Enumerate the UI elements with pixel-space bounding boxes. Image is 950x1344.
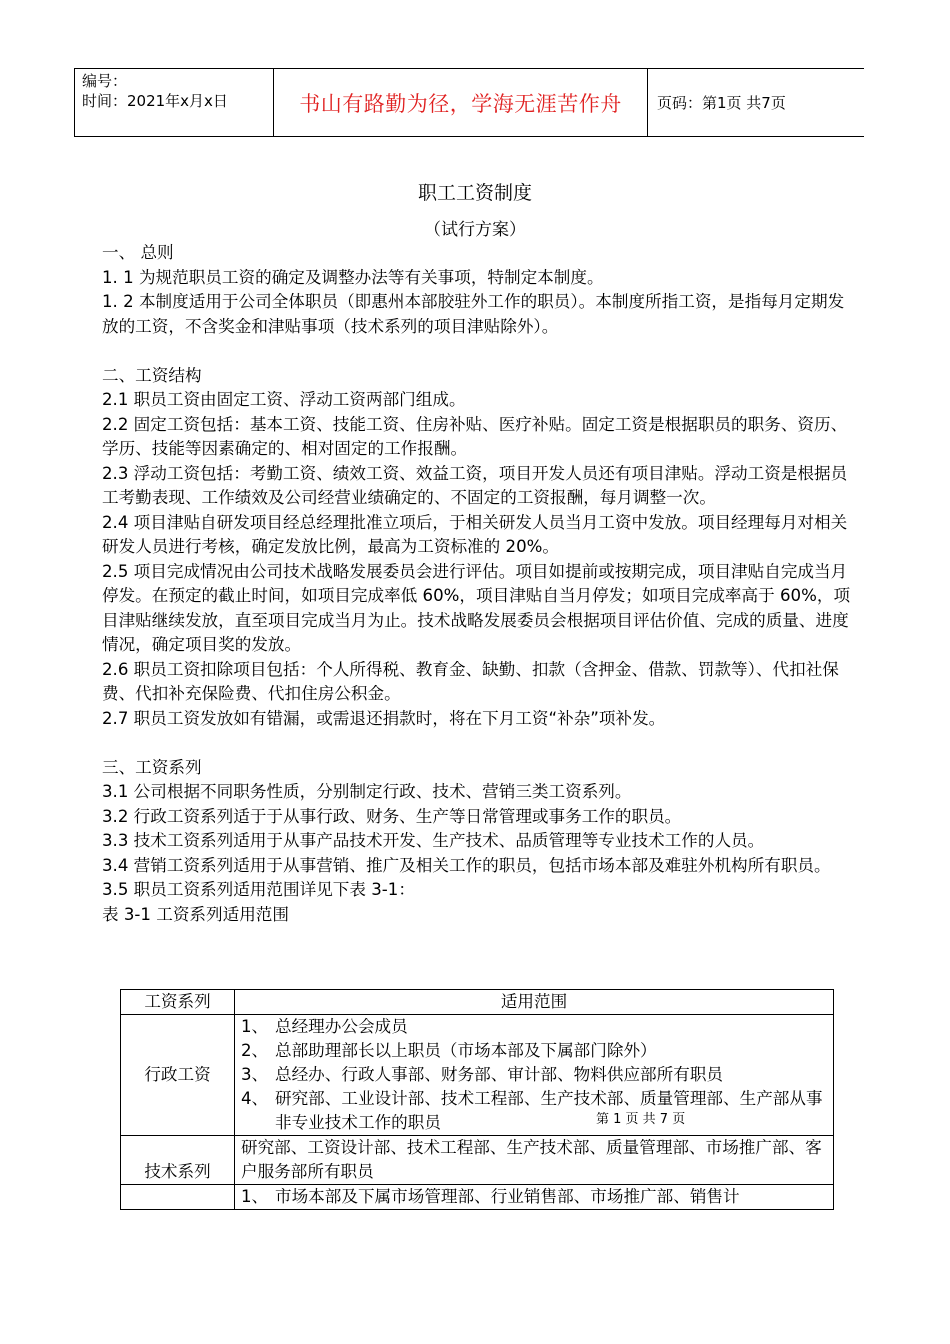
paragraph: 2.6 职员工资扣除项目包括：个人所得税、教育金、缺勤、扣款（含押金、借款、罚款等）、代扣社保费、代扣补充保险费、代扣住房公积金。 <box>102 659 839 703</box>
table-row <box>121 1015 834 1136</box>
series-cell: 行政工资 <box>121 1015 235 1136</box>
paragraph: 2.7 职员工资发放如有错漏，或需退还捐款时，将在下月工资“补杂”项补发。 <box>102 708 666 728</box>
column-header: 工资系列 <box>121 990 235 1015</box>
column-header: 适用范围 <box>235 990 834 1015</box>
scope-item: 1、 总经理办公会成员 <box>241 1017 408 1036</box>
header-meta-cell <box>74 69 274 136</box>
series-cell <box>121 1185 235 1210</box>
paragraph: 2.1 职员工资由固定工资、浮动工资两部门组成。 <box>102 390 466 409</box>
paragraph: 2.3 浮动工资包括：考勤工资、绩效工资、效益工资，项目开发人员还有项目津贴。浮动工资是根据员工考勤表现、工作绩效及公司经营业绩确定的、不固定的工资报酬，每月调整一次。 <box>102 463 848 507</box>
scope-cell <box>235 1015 834 1136</box>
number-label: 编号： <box>82 72 128 90</box>
document-subtitle: （试行方案） <box>424 220 526 240</box>
scope-item: 4、 研究部、工业设计部、技术工程部、生产技术部、质量管理部、生产部从事非专业技术工作的职员 <box>241 1089 823 1132</box>
scope-item: 3、 总经办、行政人事部、财务部、审计部、物料供应部所有职员 <box>241 1065 724 1084</box>
paragraph: 2.4 项目津贴自研发项目经总经理批准立项后，于相关研发人员当月工资中发放。项目经理每月对相关研发人员进行考核，确定发放比例，最高为工资标准的 20%。 <box>102 512 848 556</box>
page-footer: 第 1 页 共 7 页 <box>596 1112 686 1127</box>
section-heading: 一、 总则 <box>102 243 174 262</box>
paragraph: 3.2 行政工资系列适于于从事行政、财务、生产等日常管理或事务工作的职员。 <box>102 806 682 826</box>
scope-cell <box>235 1185 834 1210</box>
header-motto: 书山有路勤为径，学海无涯苦作舟 <box>274 69 648 136</box>
paragraph: 1. 1 为规范职员工资的确定及调整办法等有关事项，特制定本制度。 <box>102 267 604 287</box>
scope-item: 1、 市场本部及下属市场管理部、行业销售部、市场推广部、销售计 <box>241 1187 740 1206</box>
document-title: 职工工资制度 <box>417 182 532 204</box>
paragraph: 3.1 公司根据不同职务性质，分别制定行政、技术、营销三类工资系列。 <box>102 782 632 801</box>
paragraph: 3.3 技术工资系列适用于从事产品技术开发、生产技术、品质管理等专业技术工作的人员。 <box>102 831 765 850</box>
paragraph: 3.5 职员工资系列适用范围详见下表 3-1： <box>102 880 415 899</box>
document-body <box>102 241 854 927</box>
series-cell: 技术系列 <box>121 1136 235 1185</box>
paragraph: 2.5 项目完成情况由公司技术战略发展委员会进行评估。项目如提前或按期完成，项目津贴自完成当月停发。在预定的截止时间，如项目完成率低 60%，项目津贴自当月停发；如项目完成率高于 60%，项目津贴继续发放，直至项目完成当月为止。技术战略发展委员会根据项目评估价值、完成的质量、进度情况，确定项目奖的发放。 <box>102 561 851 654</box>
table-row <box>121 1136 834 1185</box>
section-heading: 三、工资系列 <box>102 757 202 777</box>
time-label: 时间：2021年x月x日 <box>82 92 228 110</box>
paragraph: 1. 2 本制度适用于公司全体职员（即惠州本部胶驻外工作的职员）。本制度所指工资，是指每月定期发放的工资，不含奖金和津贴事项（技术系列的项目津贴除外）。 <box>102 292 845 336</box>
table-row <box>121 1185 834 1210</box>
table-caption: 表 3-1 工资系列适用范围 <box>102 904 289 924</box>
paragraph: 3.4 营销工资系列适用于从事营销、推广及相关工作的职员，包括市场本部及难驻外机构所有职员。 <box>102 855 831 875</box>
section-heading: 二、工资结构 <box>102 365 202 385</box>
scope-cell: 研究部、工资设计部、技术工程部、生产技术部、质量管理部、市场推广部、客户服务部所有职员 <box>235 1136 834 1185</box>
paragraph: 2.2 固定工资包括：基本工资、技能工资、住房补贴、医疗补贴。固定工资是根据职员的职务、资历、学历、技能等因素确定的、相对固定的工作报酬。 <box>102 414 848 458</box>
header-page-info: 页码：第1页 共7页 <box>657 94 786 112</box>
document-header <box>74 68 864 137</box>
scope-item: 2、 总部助理部长以上职员（市场本部及下属部门除外） <box>241 1041 657 1060</box>
table-header-row <box>121 990 834 1015</box>
salary-series-table <box>120 989 834 1210</box>
